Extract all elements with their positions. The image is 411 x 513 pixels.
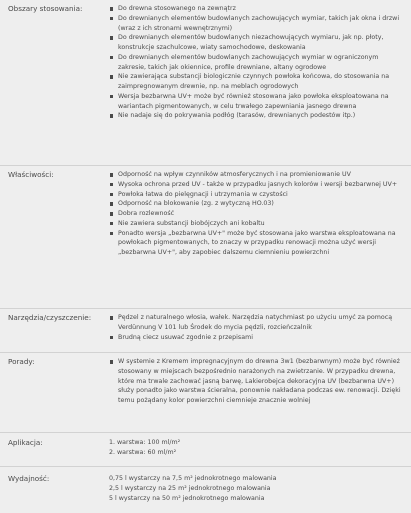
- list-item: Do drewnianych elementów budowlanych zachowujących wymiar w ograniczonym zakresie, takich jak okiennice, profile drewniane, altany ogrodowe: [109, 53, 405, 73]
- list-item: Odporność na wpływ czynników atmosferycznych i na promieniowanie UV: [109, 170, 405, 180]
- rate-line: 1. warstwa: 100 ml/m²: [109, 439, 181, 446]
- list-item: Powłoka łatwa do pielęgnacji i utrzymania w czystości: [109, 190, 405, 200]
- section-advice: [0, 352, 411, 433]
- list-item: Ponadto wersja „bezbarwna UV+" może być stosowana jako warstwa eksploatowana na powłokach pigmentowanych, to znaczy w przypadku renowacji można użyć wersji „bezbarwna UV+", aby zapobiec dalszemu ciemnieniu powierzchni: [109, 229, 405, 258]
- list-item: Dobra rozlewność: [109, 209, 405, 219]
- list-item: Pędzel z naturalnego włosia, wałek. Narzędzia natychmiast po użyciu umyć za pomocą Verdünnung V 101 lub Środek do mycia pędzli, rozcieńczalnik: [109, 313, 405, 333]
- section-label: Narzędzia/czyszczenie:: [8, 313, 92, 322]
- bullet-list: [109, 357, 405, 406]
- section-label: Właściwości:: [8, 170, 54, 179]
- list-item: Nie zawierająca substancji biologicznie czynnych powłoka końcowa, do stosowania na zaimpregnowanym drewnie, np. na meblach ogrodowych: [109, 72, 405, 92]
- yield-line: 0,75 l wystarczy na 7,5 m² jednokrotnego malowania: [109, 475, 277, 482]
- list-item: W systemie z Kremem impregnacyjnym do drewna 3w1 (bezbarwnym) może być również stosowany w miejscach bezpośrednio narażonych na zwietrzanie. W przypadku drewna, które ma trwale zachować jasną barwę, Lakierobejca dekoracyjna UV (bezbarwna UV+) służy ponadto jako warstwa ścieralna, ponownie nakładana podczas ew. renowacji. Dzięki temu pożądany kolor powierzchni ciemnieje znacznie wolniej: [109, 357, 405, 406]
- list-item: Do drewnianych elementów budowlanych niezachowujących wymiaru, jak np. płoty, konstrukcje szachulcowe, wiaty samochodowe, deskowania: [109, 33, 405, 53]
- list-item: Wersja bezbarwna UV+ może być również stosowana jako powłoka eksploatowana na wariantach pigmentowanych, w celu trwałego zapewniania jasnego drewna: [109, 92, 405, 112]
- bullet-list: [109, 4, 405, 121]
- section-label: Aplikacja:: [8, 438, 43, 447]
- yield-values: [109, 474, 405, 504]
- list-item: Do drewna stosowanego na zewnątrz: [109, 4, 405, 14]
- list-item: Nie zawiera substancji biobójczych ani kobaltu: [109, 219, 405, 229]
- section-application: [0, 0, 411, 165]
- list-item: Wysoka ochrona przed UV - także w przypadku jasnych kolorów i wersji bezbarwnej UV+: [109, 180, 405, 190]
- section-label: Porady:: [8, 357, 35, 366]
- section-label: Obszary stosowania:: [8, 4, 83, 13]
- list-item: Do drewnianych elementów budowlanych zachowujących wymiar, takich jak okna i drzwi (wraz z ich stronami wewnętrznymi): [109, 14, 405, 34]
- section-yield: [0, 466, 411, 513]
- section-tools: [0, 308, 411, 353]
- list-item: Odporność na blokowanie (zg. z wytyczną HO.03): [109, 199, 405, 209]
- application-rate-values: [109, 438, 405, 458]
- section-label: Wydajność:: [8, 474, 50, 483]
- bullet-list: [109, 170, 405, 258]
- section-properties: [0, 165, 411, 309]
- section-application-rate: [0, 432, 411, 467]
- yield-line: 2,5 l wystarczy na 25 m² jednokrotnego malowania: [109, 484, 271, 492]
- bullet-list: [109, 313, 405, 342]
- list-item: Nie nadaje się do pokrywania podłóg (tarasów, drewnianych podestów itp.): [109, 111, 405, 121]
- yield-line: 5 l wystarczy na 50 m² jednokrotnego malowania: [109, 494, 265, 502]
- list-item: Brudną ciecz usuwać zgodnie z przepisami: [109, 333, 405, 343]
- rate-line: 2. warstwa: 60 ml/m²: [109, 448, 177, 456]
